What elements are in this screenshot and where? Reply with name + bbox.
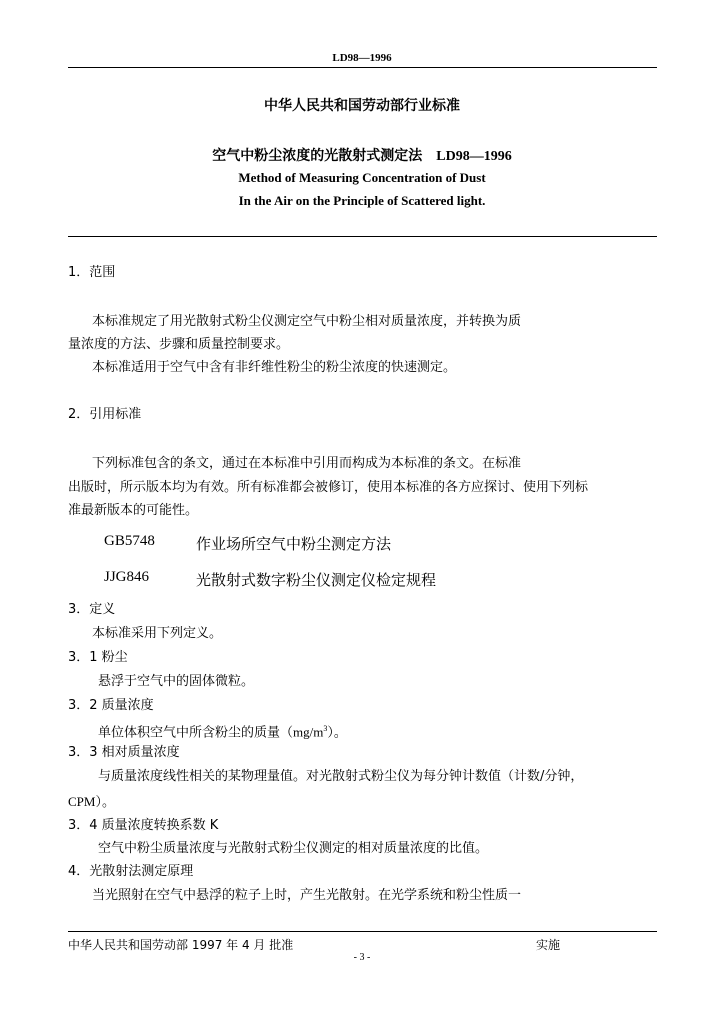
footer-approval: 中华人民共和国劳动部 1997 年 4 月 批准: [68, 938, 294, 952]
section-3-4-heading: 3．4 质量浓度转换系数 K: [68, 818, 219, 833]
section-1-paragraph-2: 本标准适用于空气中含有非纤维性粉尘的粉尘浓度的快速测定。: [92, 360, 457, 375]
title-cn: 空气中粉尘浓度的光散射式测定法: [212, 148, 423, 164]
footer-implement: 实施: [536, 938, 561, 952]
section-3-4-text: 空气中粉尘质量浓度与光散射式粉尘仪测定的相对质量浓度的比值。: [98, 841, 489, 856]
section-3-3-heading: 3．3 相对质量浓度: [68, 745, 180, 760]
footer-rule: [68, 931, 657, 932]
section-2-paragraph-line-2: 出版时，所示版本均为有效。所有标准都会被修订，使用本标准的各方应探讨、使用下列标: [68, 480, 589, 495]
reference-code: GB5748: [104, 533, 155, 549]
reference-item: [104, 533, 504, 553]
section-4-text: 当光照射在空气中悬浮的粒子上时，产生光散射。在光学系统和粉尘性质一: [92, 888, 522, 903]
reference-item: [104, 569, 504, 589]
section-3-2-heading: 3．2 质量浓度: [68, 698, 154, 713]
section-2-heading: 2．引用标准: [68, 407, 142, 422]
section-1-paragraph-1-line-2: 量浓度的方法、步骤和质量控制要求。: [68, 337, 290, 352]
header-doc-code: LD98—1996: [332, 52, 392, 64]
section-3-2-text-pre: 单位体积空气中所含粉尘的质量（: [98, 725, 294, 741]
section-3-1-text: 悬浮于空气中的固体微粒。: [98, 674, 255, 689]
section-3-2-unit: mg/m: [293, 724, 324, 740]
section-3-heading: 3．定义: [68, 602, 116, 617]
title-en-line-1: Method of Measuring Concentration of Dust: [238, 170, 486, 185]
reference-title: 作业场所空气中粉尘测定方法: [196, 535, 392, 553]
section-3-3-text-line-2: CPM）。: [68, 794, 115, 809]
reference-code: JJG846: [104, 569, 150, 585]
section-2-paragraph-line-1: 下列标准包含的条文，通过在本标准中引用而构成为本标准的条文。在标准: [92, 456, 522, 471]
section-3-3-text-line-1: 与质量浓度线性相关的某物理量值。对光散射式粉尘仪为每分钟计数值（计数/分钟，: [98, 769, 584, 784]
section-3-2-unit-exponent: 3: [323, 724, 328, 733]
title-code: LD98—1996: [436, 149, 512, 164]
section-3-2-text-post: ）。: [327, 725, 347, 741]
page-number: - 3 -: [353, 952, 371, 963]
reference-title: 光散射式数字粉尘仪测定仪检定规程: [196, 571, 437, 589]
section-4-heading: 4．光散射法测定原理: [68, 864, 194, 879]
ministry-standard-heading: 中华人民共和国劳动部行业标准: [264, 98, 460, 114]
section-3-2-text: [98, 720, 347, 742]
title-rule: [68, 236, 657, 237]
section-3-intro: 本标准采用下列定义。: [92, 626, 223, 641]
section-1-paragraph-1-line-1: 本标准规定了用光散射式粉尘仪测定空气中粉尘相对质量浓度，并转换为质: [92, 314, 522, 329]
title-en-line-2: In the Air on the Principle of Scattered light.: [238, 193, 486, 208]
section-1-heading: 1．范围: [68, 265, 116, 280]
title-cn-line: [0, 145, 724, 165]
section-2-paragraph-line-3: 准最新版本的可能性。: [68, 503, 199, 518]
section-3-1-heading: 3．1 粉尘: [68, 650, 128, 665]
header-rule: [68, 67, 657, 68]
